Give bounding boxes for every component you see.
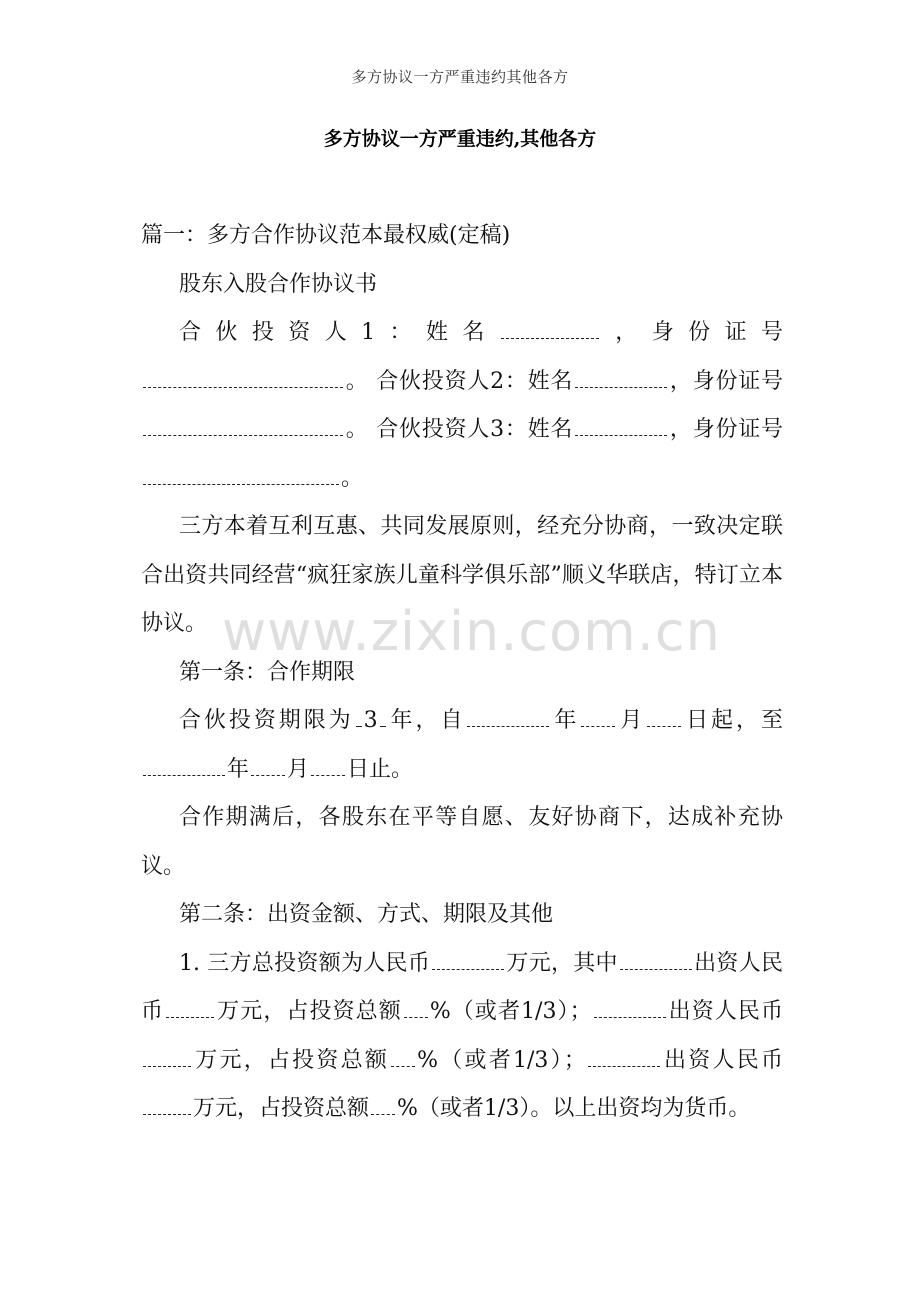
partner3-name-blank bbox=[575, 421, 667, 436]
investor-c-blank bbox=[588, 1052, 660, 1067]
article1-heading: 第一条：合作期限 bbox=[179, 659, 356, 685]
article1-term-paragraph bbox=[141, 697, 783, 794]
investor-c-share-label: 万元，占投资总额 bbox=[193, 1096, 370, 1121]
start-month-unit: 月 bbox=[617, 708, 646, 733]
total-investment-blank bbox=[432, 955, 504, 970]
investor-b-blank bbox=[594, 1003, 666, 1018]
start-day-blank bbox=[647, 712, 681, 727]
term-blank-left bbox=[356, 712, 362, 727]
term-blank-right bbox=[380, 712, 386, 727]
total-investment-label: 1. 三方总投资额为人民币 bbox=[179, 950, 431, 976]
investor-a-share-label: 万元，占投资总额 bbox=[216, 999, 402, 1024]
start-month-blank bbox=[581, 712, 615, 727]
investor-b-share-label: 万元，占投资总额 bbox=[193, 1047, 390, 1073]
section-heading: 篇一：多方合作协议范本最权威(定稿) bbox=[141, 223, 511, 248]
intro-paragraph: 三方本着互利互惠、共同发展原则，经充分协商，一致决定联合出资共同经营“疯狂家族儿童科学俱乐部”顺义华联店，特订立本协议。 bbox=[141, 514, 783, 636]
article1-renewal-paragraph: 合作期满后，各股东在平等自愿、友好协商下，达成补充协议。 bbox=[141, 805, 783, 879]
investor-b-label: 出资人民币 bbox=[667, 999, 783, 1024]
investor-a-amount-blank bbox=[166, 1003, 214, 1018]
partner2-id-blank bbox=[143, 421, 343, 436]
partner2-id-label: ，身份证号 bbox=[669, 368, 783, 394]
start-day-unit: 日起，至 bbox=[683, 708, 783, 733]
end-month-unit: 月 bbox=[287, 756, 310, 782]
partner2-name-label: 。 合伙投资人2：姓名 bbox=[345, 368, 574, 394]
partner1-name-label: 合伙投资人1：姓名 bbox=[179, 320, 499, 345]
investor-c-label: 出资人民币 bbox=[661, 1047, 783, 1073]
partners-paragraph bbox=[141, 309, 783, 503]
investor-c-share-blank bbox=[371, 1100, 395, 1115]
investor-a-share-unit: %（或者1/3）； bbox=[429, 999, 592, 1024]
investor-b-share-unit: %（或者1/3）； bbox=[417, 1047, 586, 1073]
term-years: 3 bbox=[363, 708, 378, 733]
start-year-unit: 年 bbox=[551, 708, 580, 733]
partner1-id-label: ，身份证号 bbox=[600, 320, 783, 345]
end-year-blank bbox=[143, 761, 225, 776]
partner-end: 。 bbox=[341, 465, 364, 491]
end-month-blank bbox=[251, 761, 285, 776]
document-title: 多方协议一方严重违约,其他各方 bbox=[323, 128, 597, 150]
article2-item1 bbox=[141, 940, 783, 1134]
investor-a-share-blank bbox=[404, 1003, 428, 1018]
investor-b-share-blank bbox=[391, 1052, 415, 1067]
total-investment-unit: 万元，其中 bbox=[506, 950, 618, 976]
investor-b-amount-blank bbox=[143, 1052, 191, 1067]
investor-a-blank bbox=[620, 955, 692, 970]
end-year-unit: 年 bbox=[227, 756, 250, 782]
investor-a-label: 出资人民币 bbox=[141, 950, 783, 1024]
partner1-name-blank bbox=[501, 324, 599, 339]
running-header: 多方协议一方严重违约其他各方 bbox=[351, 68, 569, 86]
term-years-unit: 年，自 bbox=[387, 708, 466, 733]
agreement-subtitle: 股东入股合作协议书 bbox=[179, 271, 378, 297]
end-day-unit: 日止。 bbox=[347, 756, 414, 782]
partner3-name-label: 。 合伙投资人3：姓名 bbox=[345, 417, 574, 442]
term-label: 合伙投资期限为 bbox=[179, 708, 354, 733]
start-year-blank bbox=[467, 712, 549, 727]
watermark: www.zixin.com.cn bbox=[222, 600, 721, 663]
partner3-id-blank bbox=[143, 470, 339, 485]
partner2-name-blank bbox=[575, 373, 667, 388]
investor-c-amount-blank bbox=[143, 1100, 191, 1115]
partner3-id-label: ，身份证号 bbox=[669, 417, 783, 442]
document-body bbox=[141, 212, 783, 1134]
investor-c-share-unit: %（或者1/3）。以上出资均为货币。 bbox=[397, 1096, 751, 1121]
end-day-blank bbox=[311, 761, 345, 776]
article2-heading: 第二条：出资金额、方式、期限及其他 bbox=[179, 902, 554, 927]
partner1-id-blank bbox=[143, 373, 343, 388]
